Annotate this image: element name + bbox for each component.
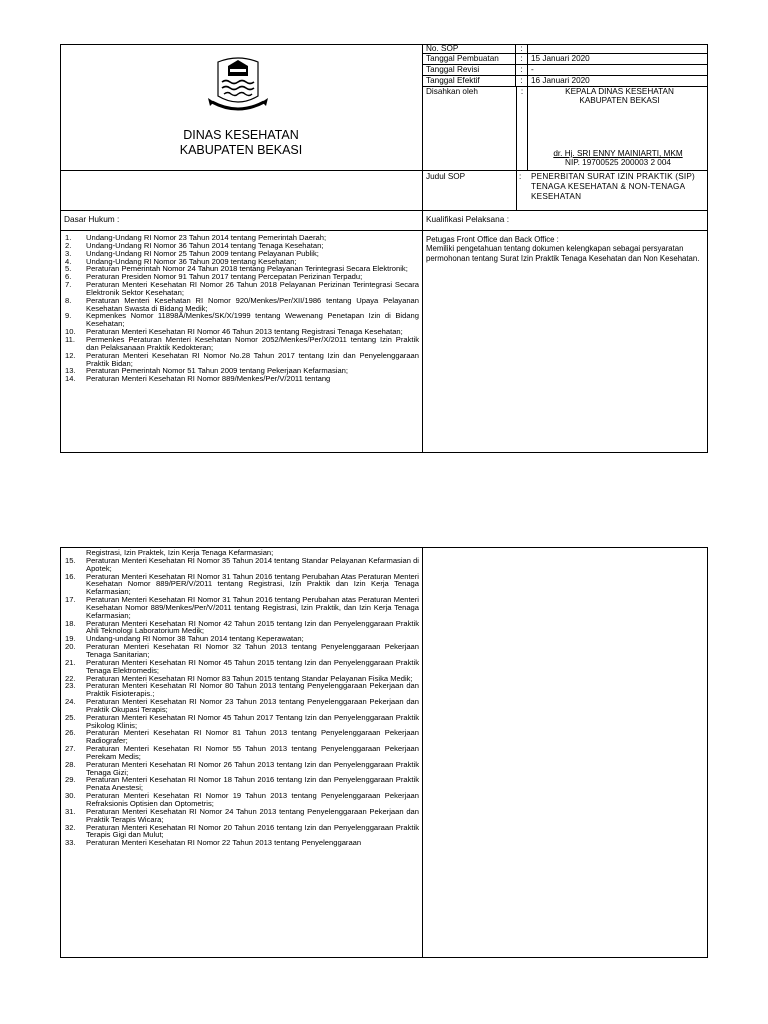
list-number: 33. bbox=[65, 838, 76, 848]
value-tanggal-pembuatan: 15 Januari 2020 bbox=[531, 54, 590, 63]
list-number: 8. bbox=[65, 295, 72, 305]
law-text: Peraturan Menteri Kesehatan RI Nomor 80 Tahun 2013 tentang Penyelenggaraan Pekerjaan dan Praktik Fisioterapis.; bbox=[86, 681, 419, 699]
list-number: 32. bbox=[65, 822, 76, 832]
colon: : bbox=[516, 76, 528, 86]
list-number: 30. bbox=[65, 791, 76, 801]
judul-sop-value: PENERBITAN SURAT IZIN PRAKTIK (SIP) TENAGA KESEHATAN & NON-TENAGA KESEHATAN bbox=[531, 172, 695, 201]
list-number: 19. bbox=[65, 634, 76, 644]
list-item bbox=[63, 792, 419, 808]
value-tanggal-revisi: - bbox=[531, 65, 534, 74]
row-tanggal-pembuatan bbox=[423, 54, 708, 65]
law-text: Undang-Undang RI Nomor 25 Tahun 2009 tentang Pelayanan Publik; bbox=[86, 248, 319, 258]
agency-name-line2: KABUPATEN BEKASI bbox=[179, 143, 303, 157]
list-number: 29. bbox=[65, 775, 76, 785]
law-text: Peraturan Menteri Kesehatan RI Nomor No.28 Tahun 2017 tentang Izin dan Penyelenggaraan Praktik Bidan; bbox=[86, 350, 419, 368]
list-number: 16. bbox=[65, 571, 76, 581]
label-no-sop: No. SOP bbox=[423, 44, 516, 53]
list-number: 26. bbox=[65, 728, 76, 738]
list-number: 20. bbox=[65, 642, 76, 652]
kualifikasi-content bbox=[426, 235, 704, 263]
list-item bbox=[63, 297, 419, 313]
list-number: 2. bbox=[65, 240, 72, 250]
colon: : bbox=[516, 54, 528, 64]
law-text: Peraturan Menteri Kesehatan RI Nomor 45 Tahun 2017 Tentang Izin dan Penyelenggaraan Praktik Psikolog Klinis; bbox=[86, 712, 419, 730]
list-number: 27. bbox=[65, 744, 76, 754]
bekasi-logo-icon bbox=[206, 52, 270, 122]
law-text: Peraturan Menteri Kesehatan RI Nomor 35 Tahun 2014 tentang Standar Pelayanan Kefarmasian di Apotek; bbox=[86, 555, 419, 573]
colon: : bbox=[516, 87, 528, 171]
law-text: Peraturan Menteri Kesehatan RI Nomor 22 Tahun 2013 tentang Penyelenggaraan bbox=[86, 838, 362, 848]
agency-name-line1: DINAS KESEHATAN bbox=[183, 128, 299, 142]
list-item bbox=[63, 352, 419, 368]
value-tanggal-efektif: 16 Januari 2020 bbox=[531, 76, 590, 85]
law-text: Undang-Undang RI Nomor 23 Tahun 2014 tentang Pemerintah Daerah; bbox=[86, 234, 327, 242]
law-text: Undang-Undang RI Nomor 36 Tahun 2009 tentang Kesehatan; bbox=[86, 256, 297, 266]
sop-metadata bbox=[423, 44, 708, 171]
signer-title-2: KABUPATEN BEKASI bbox=[579, 96, 660, 105]
list-number: 13. bbox=[65, 366, 76, 376]
kualifikasi-title: Petugas Front Office dan Back Office : bbox=[426, 235, 559, 244]
list-number: 28. bbox=[65, 759, 76, 769]
law-text: Peraturan Menteri Kesehatan RI Nomor 55 Tahun 2013 tentang Penyelenggaraan Pekerjaan Perekam Medis; bbox=[86, 744, 419, 761]
law-text: Peraturan Menteri Kesehatan RI Nomor 18 Tahun 2016 tentang Izin dan Penyelenggaraan Praktik Penata Anestesi; bbox=[86, 775, 419, 793]
list-item bbox=[63, 808, 419, 824]
law-text: Peraturan Pemerintah Nomor 51 Tahun 2009 tentang Pekerjaan Kefarmasian; bbox=[86, 366, 349, 376]
law-text: Peraturan Menteri Kesehatan RI Nomor 83 Tahun 2015 tentang Standar Pelayanan Fisika Medik; bbox=[86, 673, 413, 683]
label-tanggal-pembuatan: Tanggal Pembuatan bbox=[423, 54, 516, 64]
law-text: Peraturan Menteri Kesehatan RI Nomor 19 Tahun 2013 tentang Penyelenggaraan Pekerjaan Refraksionis Optisien dan Optometris; bbox=[86, 791, 419, 808]
judul-sop-colon: : bbox=[519, 172, 522, 181]
law-text: Peraturan Presiden Nomor 91 Tahun 2017 tentang Percepatan Perizinan Terpadu; bbox=[86, 272, 363, 282]
law-text: Peraturan Menteri Kesehatan RI Nomor 81 Tahun 2013 tentang Penyelenggaraan Pekerjaan Radiografer; bbox=[86, 728, 419, 746]
list-number: 7. bbox=[65, 280, 72, 290]
list-number: 18. bbox=[65, 618, 76, 628]
list-number: 31. bbox=[65, 806, 76, 816]
section-header-row bbox=[60, 210, 708, 231]
list-item bbox=[63, 729, 419, 745]
row-disahkan-oleh bbox=[423, 87, 708, 171]
list-number: 15. bbox=[65, 555, 76, 565]
list-number: 24. bbox=[65, 697, 76, 707]
value-no-sop bbox=[528, 44, 708, 53]
list-item bbox=[63, 839, 419, 847]
label-disahkan-oleh: Disahkan oleh bbox=[426, 87, 478, 96]
list-item bbox=[63, 714, 419, 730]
list-item bbox=[63, 761, 419, 777]
judul-sop-label: Judul SOP bbox=[426, 172, 466, 181]
colon: : bbox=[516, 44, 528, 53]
list-item bbox=[63, 620, 419, 636]
signer-name: dr. Hj. SRI ENNY MAINIARTI, MKM bbox=[553, 149, 683, 158]
dasar-hukum-list-1 bbox=[63, 234, 419, 452]
judul-colon-line bbox=[516, 170, 517, 211]
signer-title-1: KEPALA DINAS KESEHATAN bbox=[565, 87, 674, 96]
law-text: Peraturan Menteri Kesehatan RI Nomor 32 Tahun 2013 tentang Penyelenggaraan Pekerjaan Tenaga Sanitarian; bbox=[86, 642, 419, 659]
list-item bbox=[63, 596, 419, 620]
list-item bbox=[63, 659, 419, 675]
list-number: 14. bbox=[65, 374, 76, 384]
list-number: 25. bbox=[65, 712, 76, 722]
law-text: Peraturan Menteri Kesehatan RI Nomor 24 Tahun 2013 tentang Penyelenggaraan Pekerjaan dan Praktik Terapis Wicara; bbox=[86, 806, 419, 824]
law-text: Undang-undang RI Nomor 38 Tahun 2014 tentang Keperawatan; bbox=[86, 634, 304, 644]
list-number: 4. bbox=[65, 256, 72, 266]
list-item bbox=[63, 682, 419, 698]
law-text: Peraturan Menteri Kesehatan RI Nomor 31 Tahun 2016 tentang Perubahan Atas Peraturan Menteri Kesehatan Nomor 889/PER/V/2011 tentang Registrasi, Izin Praktik dan Izin Kerja Tenaga Kefarmasian; bbox=[86, 571, 419, 597]
list-number: 6. bbox=[65, 272, 72, 282]
list-number: 3. bbox=[65, 248, 72, 258]
colon: : bbox=[516, 65, 528, 75]
kualifikasi-text: Memiliki pengetahuan tentang dokumen kelengkapan sebagai persyaratan permohonan tentang Surat Izin Praktik Tenaga Kesehatan dan Non Kesehatan. bbox=[426, 244, 700, 263]
law-text: Undang-Undang RI Nomor 36 Tahun 2014 tentang Tenaga Kesehatan; bbox=[86, 240, 324, 250]
list-item bbox=[63, 281, 419, 297]
list-item bbox=[63, 336, 419, 352]
list-number: 1. bbox=[65, 234, 72, 242]
law-text: Permenkes Peraturan Menteri Kesehatan Nomor 2052/Menkes/Per/X/2011 tentang Izin Praktik dan Pelaksanaan Praktik Kedokteran; bbox=[86, 334, 419, 352]
dasar-hukum-list-2 bbox=[63, 549, 419, 957]
law-continuation: Registrasi, Izin Praktek, Izin Kerja Tenaga Kefarmasian; bbox=[86, 549, 274, 557]
law-text: Peraturan Menteri Kesehatan RI Nomor 31 Tahun 2016 tentang Perubahan atas Peraturan Menteri Kesehatan Nomor 889/Menkes/Per/V/2011 tentang Registrasi, Izin Praktik, dan Izin Kerja Tenaga Kefarmasian; bbox=[86, 595, 419, 620]
dasar-hukum-label: Dasar Hukum : bbox=[64, 214, 120, 224]
law-text: Peraturan Menteri Kesehatan RI Nomor 42 Tahun 2015 tentang Izin dan Penyelenggaraan Praktik Ahli Teknologi Laboratorium Medik; bbox=[86, 618, 419, 636]
list-item bbox=[63, 824, 419, 840]
law-text: Peraturan Menteri Kesehatan RI Nomor 46 Tahun 2013 tentang Registrasi Tenaga Kesehatan; bbox=[86, 327, 403, 337]
list-number: 11. bbox=[65, 334, 75, 344]
signer-nip: NIP. 19700525 200003 2 004 bbox=[565, 158, 671, 167]
law-text: Peraturan Pemerintah Nomor 24 Tahun 2018 tentang Pelayanan Terintegrasi Secara Elektronik; bbox=[86, 264, 408, 274]
list-number: 9. bbox=[65, 311, 72, 321]
law-text: Peraturan Menteri Kesehatan RI Nomor 20 Tahun 2016 tentang Izin dan Penyelenggaraan Praktik Terapis Gigi dan Mulut; bbox=[86, 822, 419, 840]
law-text: Peraturan Menteri Kesehatan RI Nomor 920/Menkes/Per/XII/1986 tentang Upaya Pelayanan Kesehatan Swasta di Bidang Medik; bbox=[86, 295, 419, 313]
list-item bbox=[63, 745, 419, 761]
list-item bbox=[63, 776, 419, 792]
agency-name bbox=[60, 128, 422, 158]
list-number: 5. bbox=[65, 264, 72, 274]
list-number: 12. bbox=[65, 350, 76, 360]
law-text: Peraturan Menteri Kesehatan RI Nomor 23 Tahun 2013 tentang Penyelenggaraan Pekerjaan dan Praktik Okupasi Terapis; bbox=[86, 697, 419, 714]
label-tanggal-efektif: Tanggal Efektif bbox=[423, 76, 516, 86]
list-item bbox=[63, 643, 419, 659]
kualifikasi-label: Kualifikasi Pelaksana : bbox=[426, 214, 510, 224]
list-item bbox=[63, 573, 419, 597]
row-tanggal-efektif bbox=[423, 76, 708, 87]
law-text: Peraturan Menteri Kesehatan RI Nomor 26 Tahun 2018 Pelayanan Perizinan Terintegrasi Secara Elektronik Sektor Kesehatan; bbox=[86, 280, 419, 297]
signer-block bbox=[528, 87, 708, 171]
law-text: Peraturan Menteri Kesehatan RI Nomor 45 Tahun 2015 tentang Izin dan Penyelenggaraan Praktik Tenaga Elektromedis; bbox=[86, 657, 419, 675]
list-number: 21. bbox=[65, 657, 76, 667]
list-item bbox=[63, 375, 419, 383]
list-number: 10. bbox=[65, 327, 76, 337]
list-number: 23. bbox=[65, 681, 76, 691]
law-text: Peraturan Menteri Kesehatan RI Nomor 889/Menkes/Per/V/2011 tentang bbox=[86, 374, 331, 384]
list-item bbox=[63, 557, 419, 573]
list-item bbox=[63, 312, 419, 328]
list-item bbox=[63, 698, 419, 714]
page2-divider bbox=[422, 547, 423, 958]
label-tanggal-revisi: Tanggal Revisi bbox=[423, 65, 516, 75]
list-number: 22. bbox=[65, 673, 76, 683]
law-text: Kepmenkes Nomor 11898A/Menkes/SK/X/1999 tentang Wewenang Penetapan Izin di Bidang Kesehatan; bbox=[86, 311, 419, 329]
row-tanggal-revisi bbox=[423, 65, 708, 76]
law-text: Peraturan Menteri Kesehatan RI Nomor 26 Tahun 2013 tentang Izin dan Penyelenggaraan Praktik Tenaga Gizi; bbox=[86, 759, 419, 777]
row-no-sop bbox=[423, 44, 708, 54]
list-number: 17. bbox=[65, 595, 76, 605]
